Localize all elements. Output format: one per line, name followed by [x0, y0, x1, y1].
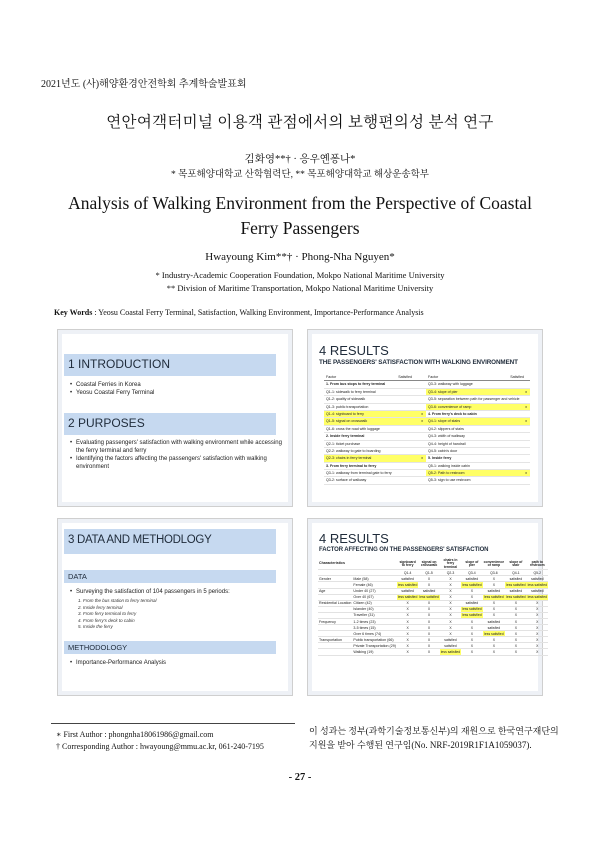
result-cell: X — [440, 625, 461, 631]
intro-item: • Yeosu Coastal Ferry Terminal — [70, 389, 278, 397]
result-cell: chairs in ferry terminal — [440, 559, 461, 570]
category-cell: Under 40 (27) — [352, 588, 397, 594]
period-item: 1. From the bus station to ferry terminal — [78, 598, 157, 603]
result-cell: less satisfied — [397, 582, 418, 587]
factor-label: Q3-5: separation between path for passenger and vehicle — [428, 397, 520, 402]
factor-label: 3. From ferry terminal to ferry — [326, 463, 377, 468]
data-method-heading: 3 DATA AND METHODLOGY — [68, 534, 212, 546]
factor-label: Q5-2: Path to restroom — [428, 471, 465, 476]
result-cell: X — [505, 637, 526, 643]
period-item: 5. Inside the ferry — [78, 624, 113, 629]
english-affiliation-1: * Industry-Academic Cooperation Foundation, Mokpo National Maritime University — [155, 270, 445, 280]
result-cell: X — [461, 637, 482, 643]
result-cell: X — [418, 649, 439, 655]
group-cell: Residential Location — [319, 601, 352, 606]
slide-data-methodology — [57, 518, 293, 696]
factor-label: Q1-5: signal on crosswalk — [326, 419, 368, 424]
result-cell: X — [483, 600, 506, 606]
results-subtitle: THE PASSENGERS' SATISFACTION WITH WALKING ENVIRONMENT — [319, 359, 518, 366]
result-cell: X — [483, 606, 506, 612]
factor-label: Q2-3: chairs in ferry terminal — [326, 456, 372, 461]
result-cell: X — [527, 631, 548, 637]
conference-header: 2021년도 (사)해양환경안전학회 추계학술발표회 — [41, 79, 247, 90]
result-cell: less satisfied — [419, 595, 439, 600]
purpose-item: • Identifying the factors affecting the passengers' satisfaction with walking environment — [70, 455, 282, 471]
english-authors: Hwayoung Kim**† · Phong-Nha Nguyen* — [205, 251, 395, 263]
result-cell: Q1-4 — [397, 570, 418, 576]
result-cell: Q5-2 — [527, 570, 548, 576]
result-cell: X — [461, 643, 482, 649]
result-cell: X — [418, 612, 439, 618]
factor-row — [324, 426, 426, 433]
factor-table-row — [318, 649, 548, 655]
results-title: 4 RESULTS — [319, 343, 389, 358]
satisfaction-table-left — [324, 374, 426, 485]
satisfied-mark: x — [525, 389, 527, 394]
result-cell: convenience of ramp — [483, 559, 506, 570]
factor-row — [324, 404, 426, 411]
english-affiliation-2: ** Division of Maritime Transportation, Mokpo National Maritime University — [166, 283, 434, 293]
result-cell: X — [397, 612, 418, 618]
result-cell: less satisfied — [527, 582, 547, 587]
factor-label: Q3-1: walkway from terminal gate to ferry — [326, 471, 392, 476]
factor-label: 5. Inside ferry — [428, 456, 452, 461]
result-cell: satisfied — [440, 643, 461, 649]
result-cell: X — [527, 643, 548, 649]
factor-label: Q4-5: cabin's door — [428, 448, 458, 453]
result-cell: X — [461, 588, 482, 594]
result-cell: X — [461, 618, 482, 624]
category-cell: Islander (40) — [352, 606, 397, 612]
category-cell: Citizen (42) — [352, 600, 397, 606]
result-cell: signboard to ferry — [397, 559, 418, 570]
result-cell: less satisfied — [462, 607, 482, 612]
result-cell: satisfied — [461, 576, 482, 582]
purposes-heading-band — [64, 413, 276, 435]
result-cell: X — [505, 625, 526, 631]
category-cell — [352, 559, 397, 570]
satisfied-header: Satisfied — [510, 375, 524, 379]
factor-row — [324, 448, 426, 455]
factor-row — [426, 441, 530, 448]
english-title: Analysis of Walking Environment from the Perspective of Coastal Ferry Passengers — [68, 193, 532, 238]
result-cell: X — [397, 637, 418, 643]
result-cell: satisfied — [505, 576, 526, 582]
result-cell: satisfied — [527, 576, 548, 582]
methodology-list — [70, 659, 278, 667]
result-cell: X — [461, 631, 482, 637]
factor-row — [324, 433, 426, 440]
result-cell: less satisfied — [506, 582, 526, 587]
factor-label: Q3-2: surface of walkway — [326, 478, 367, 483]
period-item: 3. From ferry terminal to ferry — [78, 611, 137, 616]
factor-label: Q1-2: quality of sidewalk — [326, 397, 366, 402]
data-item: • Surveying the satisfaction of 104 passengers in 5 periods: — [70, 588, 278, 596]
category-cell: Traveller (31) — [352, 612, 397, 618]
intro-item: • Coastal Ferries in Korea — [70, 381, 278, 389]
keywords-text: : Yeosu Coastal Ferry Terminal, Satisfaction, Walking Environment, Importance-Performance Analysis — [94, 308, 424, 317]
result-cell: Q1-5 — [418, 570, 439, 576]
factor-label: Q2-1: ticket purchase — [326, 441, 361, 446]
satisfaction-table-right — [426, 374, 530, 485]
factor-label: 2. Inside ferry terminal — [326, 434, 365, 439]
factor-row — [426, 477, 530, 484]
result-cell: X — [418, 631, 439, 637]
factor-row — [426, 433, 530, 440]
group-cell: Characteristics — [318, 559, 352, 570]
intro-heading-band — [64, 354, 276, 376]
factor-label: Q4-4: height of handrail — [428, 441, 466, 446]
korean-authors: 김화영**† · 응우옌퐁나* — [244, 154, 356, 165]
satisfied-header: Satisfied — [398, 375, 412, 379]
group-cell: Age — [318, 588, 352, 594]
factor-header: Factor — [326, 375, 337, 379]
category-cell: Female (46) — [352, 582, 397, 588]
period-item: 4. From ferry's deck to cabin — [78, 617, 135, 623]
data-list — [70, 588, 278, 596]
category-cell: 3-5 times (15) — [352, 625, 397, 631]
result-cell: X — [483, 649, 506, 655]
factor-row — [324, 470, 426, 477]
result-cell: path to restroom — [527, 559, 548, 570]
periods-list — [78, 598, 157, 631]
methodology-item: • Importance-Performance Analysis — [70, 659, 278, 667]
result-cell: X — [461, 649, 482, 655]
factor-label: Q5-1: walking inside cabin — [428, 463, 470, 468]
result-cell: satisfied — [418, 588, 439, 594]
period-item: 2. Inside ferry terminal — [78, 604, 123, 610]
factor-label: 4. From ferry's deck to cabin — [428, 411, 477, 416]
result-cell: Q3-4 — [461, 570, 482, 576]
result-cell: X — [461, 625, 482, 631]
result-cell: X — [418, 606, 439, 612]
factor-label: Q3-4: slope of pier — [428, 389, 458, 394]
result-cell: less satisfied — [397, 595, 418, 600]
factor-row — [426, 411, 530, 418]
first-author-note: ∗ First Author : phongnha18061986@gmail.com — [56, 730, 214, 739]
result-cell: X — [397, 649, 418, 655]
result-cell: X — [397, 643, 418, 649]
result-cell: X — [483, 637, 506, 643]
result-cell: less satisfied — [484, 595, 504, 600]
result-cell: X — [418, 625, 439, 631]
results-title: 4 RESULTS — [319, 531, 389, 546]
result-cell: X — [527, 649, 548, 655]
result-cell: X — [440, 588, 461, 594]
result-cell: satisfied — [397, 588, 418, 594]
slide-results-satisfaction — [307, 329, 543, 507]
methodology-heading: METHODOLOGY — [68, 643, 128, 652]
result-cell: X — [418, 582, 439, 588]
intro-heading: 1 INTRODUCTION — [68, 357, 170, 371]
factor-row — [426, 381, 530, 388]
result-cell: X — [397, 631, 418, 637]
factor-label: Q4-3: width of walkway — [428, 434, 465, 439]
factor-row — [324, 411, 426, 418]
results-subtitle: FACTOR AFFECTING ON THE PASSENGERS' SATISFACTION — [319, 547, 489, 553]
category-cell: Walking (19) — [352, 649, 397, 655]
result-cell: X — [397, 618, 418, 624]
factor-row — [324, 381, 426, 388]
footnote-divider — [51, 723, 295, 724]
satisfied-mark: x — [525, 471, 527, 476]
category-cell: Public transportation (66) — [352, 637, 397, 643]
page-number: - 27 - — [288, 772, 312, 783]
result-cell: Q3-6 — [483, 570, 506, 576]
result-cell: X — [483, 576, 506, 582]
satisfied-mark: x — [421, 456, 423, 461]
factor-row — [426, 455, 530, 462]
factor-row — [426, 470, 530, 477]
result-cell: X — [440, 606, 461, 612]
category-cell: Male (58) — [352, 576, 397, 582]
result-cell: X — [505, 606, 526, 612]
result-cell: less satisfied — [484, 631, 504, 636]
result-cell: X — [505, 631, 526, 637]
result-cell: X — [440, 582, 461, 588]
result-cell: slope of pier — [461, 559, 482, 570]
result-cell: X — [461, 594, 482, 600]
result-cell: X — [397, 600, 418, 606]
category-cell: Over 6 times (74) — [352, 631, 397, 637]
result-cell: X — [440, 576, 461, 582]
factor-row — [324, 477, 426, 484]
factor-row — [426, 418, 530, 425]
result-cell: X — [505, 612, 526, 618]
result-cell: slope of stair — [505, 559, 526, 570]
factor-label: Q1-6: cross the road with luggage — [326, 426, 380, 431]
result-cell: satisfied — [461, 600, 482, 606]
funding-note: 이 성과는 정부(과학기술정보통신부)의 재원으로 한국연구재단의 지원을 받아 수행된 연구임(No. NRF-2019R1F1A1059037). — [309, 726, 559, 750]
satisfied-mark: x — [421, 419, 423, 424]
result-cell: X — [483, 582, 506, 588]
result-cell: less satisfied — [440, 649, 461, 654]
factor-row — [426, 389, 530, 396]
result-cell: X — [505, 649, 526, 655]
result-cell: satisfied — [505, 588, 526, 594]
factor-row — [426, 463, 530, 470]
footnotes — [56, 729, 264, 753]
result-cell: X — [440, 612, 461, 618]
group-cell: Gender — [318, 576, 352, 582]
factor-label: Q3-3: walkway with luggage — [428, 382, 473, 387]
factor-label: Q4-1: slope of stairs — [428, 419, 461, 424]
purposes-heading: 2 PURPOSES — [68, 416, 145, 430]
factor-label: Q5-3: sign to use restroom — [428, 478, 471, 483]
factor-label: 1. From bus stops to ferry terminal — [326, 382, 386, 387]
category-cell: Private Transportation (29) — [353, 643, 396, 648]
result-cell: satisfied — [440, 637, 461, 643]
result-cell: X — [397, 606, 418, 612]
data-method-heading-band — [64, 529, 276, 554]
factor-row — [324, 441, 426, 448]
korean-affiliation: * 목포해양대학교 산학협력단, ** 목포해양대학교 해상운송학부 — [171, 170, 429, 180]
result-cell: X — [440, 594, 461, 600]
result-cell: less satisfied — [462, 582, 482, 587]
result-cell: X — [440, 600, 461, 606]
factor-row — [426, 396, 530, 403]
keywords — [54, 308, 424, 317]
category-cell: 1-2 times (23) — [352, 618, 397, 624]
factor-row — [324, 389, 426, 396]
purposes-list — [70, 439, 282, 471]
result-cell: X — [527, 618, 548, 624]
data-band — [64, 570, 276, 583]
result-cell: X — [418, 637, 439, 643]
result-cell: X — [483, 643, 506, 649]
factor-row — [324, 418, 426, 425]
result-cell: satisfied — [483, 588, 506, 594]
factor-table — [318, 558, 547, 656]
intro-list — [70, 381, 278, 397]
result-cell: X — [440, 618, 461, 624]
result-cell: X — [505, 618, 526, 624]
result-cell: Q2-3 — [440, 570, 461, 576]
result-cell: less satisfied — [462, 613, 482, 618]
korean-title: 연안여객터미널 이용객 관점에서의 보행편의성 분석 연구 — [106, 114, 494, 131]
slide-results-factors — [307, 518, 547, 696]
purpose-item: • Evaluating passengers' satisfaction with walking environment while accessing the ferry terminal and ferry — [70, 439, 282, 455]
methodology-band — [64, 641, 276, 654]
satisfied-mark: x — [525, 419, 527, 424]
result-cell: less satisfied — [506, 595, 526, 600]
factor-label: Q2-2: walkway to gate to boarding — [326, 448, 381, 453]
result-cell: X — [505, 600, 526, 606]
factor-row — [324, 455, 426, 462]
result-cell: X — [527, 625, 548, 631]
satisfied-mark: x — [421, 411, 423, 416]
result-cell: X — [418, 643, 439, 649]
factor-header: Factor — [428, 375, 439, 379]
slide-introduction — [57, 329, 293, 507]
result-cell: less satisfied — [527, 595, 547, 600]
factor-table-header — [318, 559, 548, 570]
group-cell: Frequency — [318, 618, 352, 624]
group-cell: Transportation — [318, 637, 352, 643]
result-cell: X — [483, 612, 506, 618]
result-cell: X — [418, 576, 439, 582]
result-cell: X — [527, 606, 548, 612]
result-cell: signal on crosswalk — [418, 559, 439, 570]
factor-label: Q3-6: convenience of ramp — [428, 404, 472, 409]
factor-row — [324, 463, 426, 470]
group-cell — [318, 649, 352, 655]
data-heading: DATA — [68, 572, 87, 581]
result-cell: satisfied — [483, 625, 506, 631]
factor-row — [426, 404, 530, 411]
factor-row — [426, 448, 530, 455]
factor-label: Q1-3: public transportation — [326, 404, 369, 409]
satisfied-mark: x — [525, 404, 527, 409]
factor-label: Q1-4: signboard to ferry — [326, 411, 364, 416]
factor-label: Q1-1: sidewalk to ferry terminal — [326, 389, 376, 394]
factor-row — [324, 396, 426, 403]
result-cell: satisfied — [527, 588, 548, 594]
result-cell: X — [418, 600, 439, 606]
corresponding-author-note: † Corresponding Author : hwayoung@mmu.ac.kr, 061-240-7195 — [56, 742, 264, 751]
factor-row — [426, 426, 530, 433]
result-cell: X — [440, 631, 461, 637]
result-cell: X — [397, 625, 418, 631]
factor-label: Q4-2: slippers of stairs — [428, 426, 464, 431]
result-cell: X — [505, 643, 526, 649]
category-cell: Over 40 (67) — [352, 594, 397, 600]
result-cell: Q4-1 — [505, 570, 526, 576]
keywords-label: Key Words — [54, 308, 93, 317]
result-cell: X — [418, 618, 439, 624]
result-cell: X — [527, 600, 548, 606]
result-cell: satisfied — [397, 576, 418, 582]
result-cell: satisfied — [483, 618, 506, 624]
result-cell: X — [527, 612, 548, 618]
result-cell: X — [527, 637, 548, 643]
